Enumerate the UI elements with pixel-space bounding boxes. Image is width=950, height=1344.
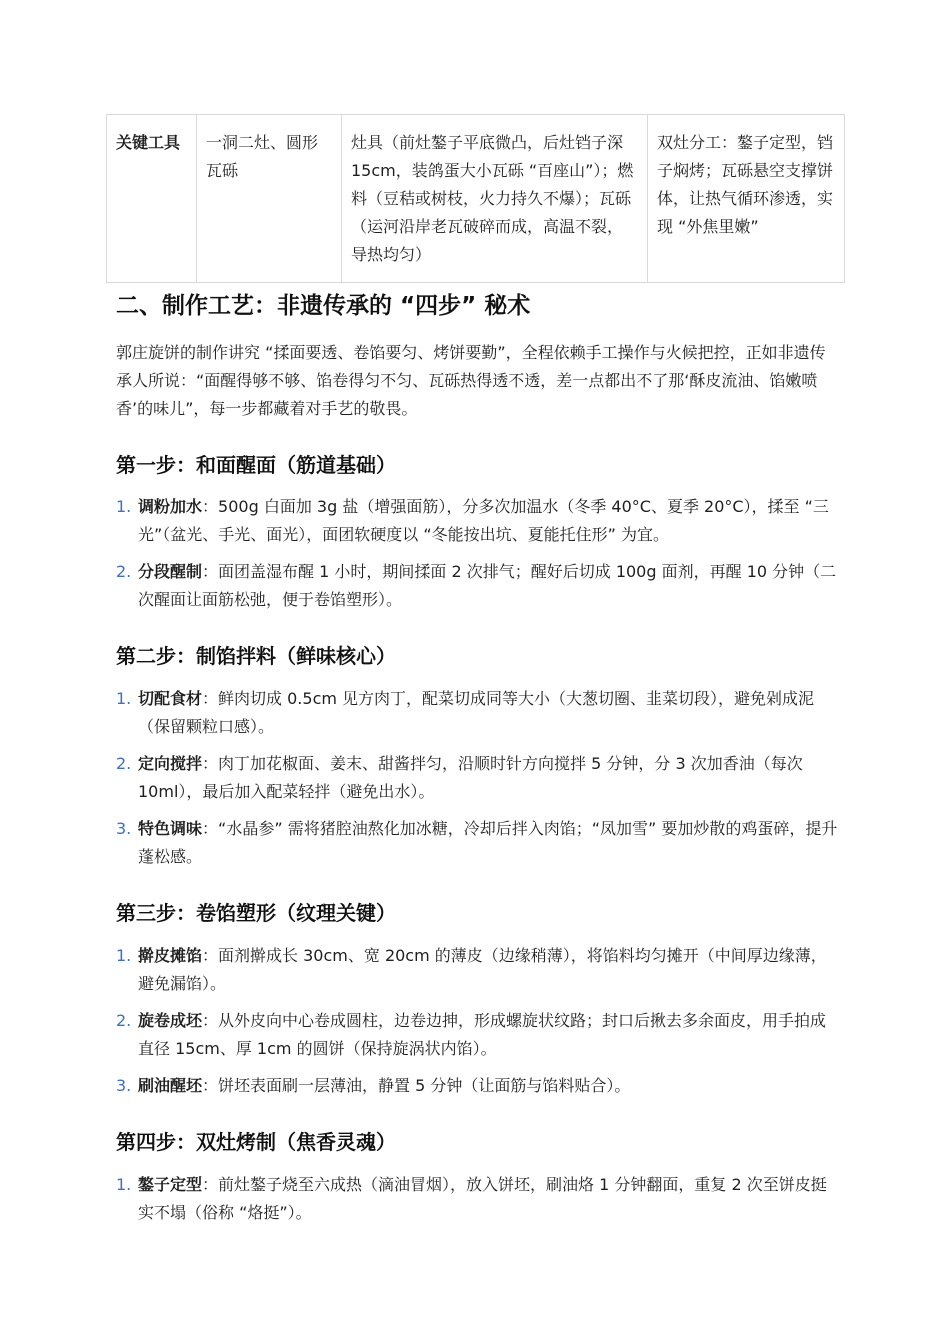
list-text: 面团盖湿布醒 1 小时，期间揉面 2 次排气；醒好后切成 100g 面剂，再醒 10 分钟（二次醒面让面筋松弛，便于卷馅塑形）。 (138, 562, 837, 609)
step-1-list (116, 493, 838, 623)
list-item (116, 1007, 838, 1063)
table-cell-function: 双灶分工：鏊子定型，铛子焖烤；瓦砾悬空支撑饼体，让热气循环渗透，实现 “外焦里嫩” (648, 115, 845, 283)
list-item (116, 685, 838, 741)
list-text: “水晶参” 需将猪腔油熬化加冰糖，冷却后拌入肉馅；“凤加雪” 要加炒散的鸡蛋碎，提升蓬松感。 (138, 819, 838, 866)
list-item (116, 750, 838, 806)
list-sep: ： (202, 497, 219, 516)
table-cell-details: 灶具（前灶鏊子平底微凸，后灶铛子深 15cm，装鸽蛋大小瓦砾 “百座山”）；燃料（豆秸或树枝，火力持久不爆）；瓦砾（运河沿岸老瓦破碎而成，高温不裂，导热均匀） (342, 115, 648, 283)
list-text: 500g 白面加 3g 盐（增强面筋），分多次加温水（冬季 40°C、夏季 20°C），揉至 “三光”（盆光、手光、面光），面团软硬度以 “冬能按出坑、夏能托住形” 为宜。 (138, 497, 829, 544)
list-text: 面剂擀成长 30cm、宽 20cm 的薄皮（边缘稍薄），将馅料均匀摊开（中间厚边缘薄，避免漏馅）。 (138, 946, 827, 993)
list-item (116, 942, 838, 998)
list-number: 2. (116, 562, 132, 581)
list-term: 特色调味 (138, 819, 203, 838)
step-4-title: 第四步：双灶烤制（焦香灵魂） (116, 1130, 396, 1154)
list-item (116, 815, 838, 871)
list-number: 2. (116, 1011, 132, 1030)
tools-table (106, 114, 845, 283)
list-number: 1. (116, 946, 132, 965)
step-4-list (116, 1171, 838, 1236)
step-2-title: 第二步：制馅拌料（鲜味核心） (116, 644, 396, 668)
step-2-list (116, 685, 838, 880)
list-term: 分段醒制 (138, 562, 203, 581)
table-cell-label: 关键工具 (107, 115, 197, 283)
section-intro: 郭庄旋饼的制作讲究 “揉面要透、卷馅要匀、烤饼要勤”，全程依赖手工操作与火候把控，正如非遗传承人所说：“面醒得够不够、馅卷得匀不匀、瓦砾热得透不透，差一点都出不了那‘酥皮流油、馅嫩喷香’的味儿”，每一步都藏着对手艺的敬畏。 (116, 343, 826, 418)
list-text: 肉丁加花椒面、姜末、甜酱拌匀，沿顺时针方向搅拌 5 分钟，分 3 次加香油（每次 10ml），最后加入配菜轻拌（避免出水）。 (138, 754, 803, 801)
list-sep: ： (202, 819, 219, 838)
section-title: 二、制作工艺：非遗传承的 “四步” 秘术 (116, 293, 531, 319)
step-1-title: 第一步：和面醒面（筋道基础） (116, 453, 396, 477)
list-term: 旋卷成坯 (138, 1011, 203, 1030)
list-term: 鏊子定型 (138, 1175, 203, 1194)
list-sep: ： (202, 689, 219, 708)
list-term: 刷油醒坯 (138, 1076, 203, 1095)
list-sep: ： (202, 946, 219, 965)
list-sep: ： (202, 1175, 219, 1194)
list-term: 定向搅拌 (138, 754, 203, 773)
list-number: 1. (116, 1175, 132, 1194)
list-item (116, 493, 838, 549)
list-number: 1. (116, 689, 132, 708)
list-sep: ： (202, 1011, 219, 1030)
table-row (107, 115, 845, 283)
list-number: 1. (116, 497, 132, 516)
list-item (116, 558, 838, 614)
list-sep: ： (202, 754, 219, 773)
list-term: 调粉加水 (138, 497, 203, 516)
list-text: 前灶鏊子烧至六成热（滴油冒烟），放入饼坯，刷油烙 1 分钟翻面，重复 2 次至饼皮挺实不塌（俗称 “烙挺”）。 (138, 1175, 827, 1222)
list-text: 鲜肉切成 0.5cm 见方肉丁，配菜切成同等大小（大葱切圈、韭菜切段），避免剁成泥（保留颗粒口感）。 (138, 689, 815, 736)
list-sep: ： (202, 562, 219, 581)
list-item (116, 1171, 838, 1227)
list-number: 3. (116, 1076, 132, 1095)
list-term: 擀皮摊馅 (138, 946, 203, 965)
list-text: 从外皮向中心卷成圆柱，边卷边抻，形成螺旋状纹路；封口后揪去多余面皮，用手拍成直径 15cm、厚 1cm 的圆饼（保持旋涡状内馅）。 (138, 1011, 827, 1058)
list-sep: ： (202, 1076, 219, 1095)
table-cell-tools: 一洞二灶、圆形瓦砾 (197, 115, 342, 283)
list-number: 3. (116, 819, 132, 838)
list-term: 切配食材 (138, 689, 203, 708)
list-item (116, 1072, 838, 1100)
list-number: 2. (116, 754, 132, 773)
step-3-list (116, 942, 838, 1109)
list-text: 饼坯表面刷一层薄油，静置 5 分钟（让面筋与馅料贴合）。 (218, 1076, 631, 1095)
step-3-title: 第三步：卷馅塑形（纹理关键） (116, 901, 396, 925)
